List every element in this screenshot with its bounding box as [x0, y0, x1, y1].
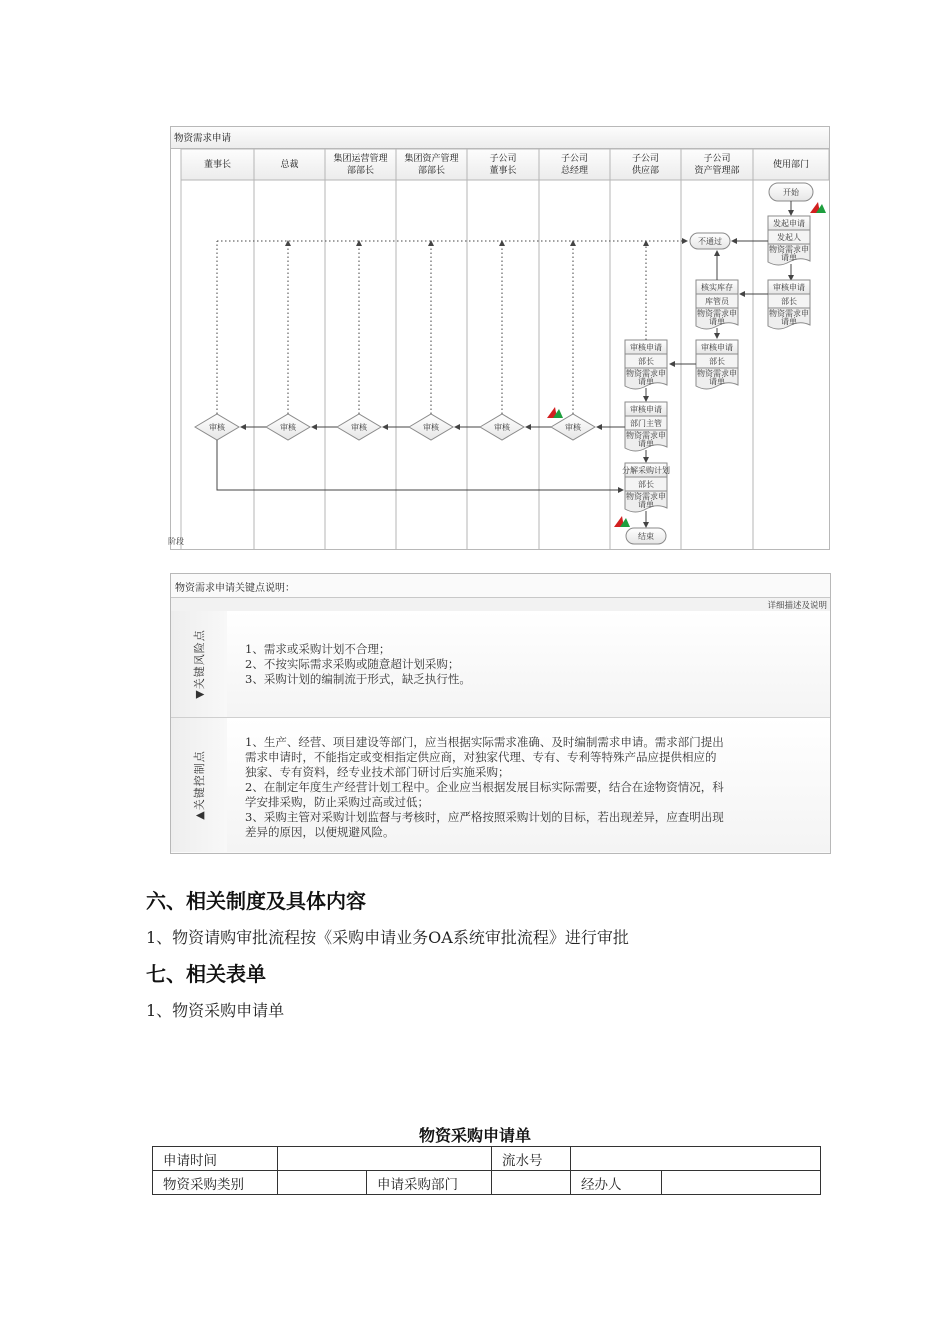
flow-title-bar: [171, 127, 830, 149]
control-line: 1、生产、经营、项目建设等部门，应当根据实际需求准确、及时编制需求申请。需求部门提出: [245, 735, 724, 749]
control-points-body: [227, 718, 830, 852]
review-diamond-3-label: 审核: [423, 423, 439, 432]
control-line: 学安排采购，防止采购过高或过低；: [245, 795, 429, 809]
supply-audit-doc-text: 请单: [638, 377, 654, 386]
section7-heading: 七、相关表单: [146, 962, 266, 986]
handler-label: 经办人: [571, 1171, 662, 1195]
supply-mgr-audit-doc-text: 物资需求申: [626, 431, 666, 440]
lane-header: 子公司: [560, 154, 589, 164]
supply-mgr-audit-role: 部门主管: [630, 419, 662, 428]
lane-header: 使用部门: [772, 160, 810, 170]
lane-header: 集团资产管理: [404, 154, 459, 164]
lane-header: 部部长: [346, 166, 375, 176]
flowchart: [170, 126, 830, 550]
control-line: 独家、专有资料，经专业技术部门研讨后实施采购；: [245, 765, 510, 779]
supply-audit-title: 审核申请: [630, 343, 662, 352]
lane-header: 供应部: [631, 166, 660, 176]
form-title: 物资采购申请单: [418, 1126, 531, 1145]
asset-audit-title: 审核申请: [701, 343, 733, 352]
review-diamond-1-label: 审核: [280, 423, 296, 432]
lane-header: 总经理: [560, 166, 589, 176]
asset-inventory-doc-text: 请单: [709, 317, 725, 326]
control-points-text: [245, 735, 800, 840]
control-points-row: [171, 718, 830, 852]
lane-header: 总裁: [280, 160, 299, 170]
section6-heading: 六、相关制度及具体内容: [146, 889, 366, 913]
use-dept-apply-doc-text: 物资需求申: [769, 245, 809, 254]
lane-header: 董事长: [489, 166, 517, 176]
lane-header: 子公司: [703, 154, 731, 164]
asset-audit-role: 部长: [709, 357, 725, 366]
purchase-request-form: [152, 1146, 821, 1195]
asset-inventory-role: 库管员: [705, 297, 729, 306]
supply-mgr-audit-title: 审核申请: [630, 405, 662, 414]
asset-inventory-doc-text: 物资需求申: [697, 309, 737, 318]
apply-time-field[interactable]: [278, 1147, 492, 1171]
supply-audit-role: 部长: [638, 357, 654, 366]
flow-title: 物资需求申请: [174, 133, 232, 144]
control-points-label: [171, 718, 228, 852]
use-dept-audit-title: 审核申请: [773, 283, 805, 292]
risk-line: 1、需求或采购计划不合理；: [245, 642, 391, 656]
start-node-label: 开始: [783, 188, 799, 197]
lane-header: 部部长: [417, 166, 446, 176]
category-field[interactable]: [278, 1171, 367, 1195]
handler-field[interactable]: [662, 1171, 821, 1195]
serial-number-field[interactable]: [571, 1147, 821, 1171]
control-line: 需求申请时，不能指定或变相指定供应商，对独家代理、专有、专利等特殊产品应提供相应的: [245, 750, 717, 764]
form-row-2: [153, 1171, 821, 1195]
asset-audit-doc-text: 物资需求申: [697, 369, 737, 378]
use-dept-apply-title: 发起申请: [773, 219, 805, 228]
end-node-label: 结束: [638, 532, 654, 541]
supply-audit-doc-text: 物资需求申: [626, 369, 666, 378]
flowchart-canvas: [170, 126, 830, 550]
use-dept-audit-doc-text: 物资需求申: [769, 309, 809, 318]
risk-line: 3、采购计划的编制流于形式，缺乏执行性。: [245, 672, 471, 686]
review-diamond-0-label: 审核: [209, 423, 225, 432]
form-row-1: [153, 1147, 821, 1171]
use-dept-apply-doc-text: 请单: [781, 253, 797, 262]
risk-points-row: [171, 611, 830, 718]
section6-item: 1、物资请购审批流程按《采购申请业务OA系统审批流程》进行审批: [146, 928, 629, 947]
control-line: 3、采购主管对采购计划监督与考核时，应严格按照采购计划的目标，若出现差异，应查明出现: [245, 810, 724, 824]
section7-item: 1、物资采购申请单: [146, 1001, 285, 1020]
lane-header: 集团运营管理: [333, 154, 388, 164]
review-diamond-2-label: 审核: [351, 423, 367, 432]
phase-label: 阶段: [168, 537, 184, 546]
apply-time-label: 申请时间: [153, 1147, 278, 1171]
asset-audit-doc-text: 请单: [709, 377, 725, 386]
lane-header: 子公司: [489, 154, 517, 164]
lane-header: 子公司: [631, 154, 660, 164]
supply-plan-title: 分解采购计划: [622, 466, 670, 475]
key-points-subheader: [171, 597, 830, 612]
flow-frame: [171, 127, 830, 550]
review-diamond-5-label: 审核: [565, 423, 581, 432]
asset-inventory-title: 核实库存: [701, 283, 733, 292]
lane-header: 资产管理部: [694, 166, 740, 176]
reject-node-label: 不通过: [698, 237, 722, 246]
lane-header: 董事长: [203, 160, 232, 170]
risk-points-label: [171, 611, 228, 717]
key-points-panel: [170, 573, 831, 854]
request-dept-field[interactable]: [492, 1171, 571, 1195]
request-dept-label: 申请采购部门: [367, 1171, 492, 1195]
risk-points-body: [227, 611, 830, 717]
control-label-text: ▲关键控制点: [193, 750, 206, 820]
risk-line: 2、不按实际需求采购或随意超计划采购；: [245, 657, 460, 671]
control-line: 差异的原因，以便规避风险。: [245, 825, 395, 839]
supply-plan-doc-text: 物资需求申: [626, 492, 666, 501]
key-points-title: 物资需求申请关键点说明：: [175, 583, 295, 594]
use-dept-audit-role: 部长: [781, 297, 797, 306]
supply-mgr-audit-doc-text: 请单: [638, 439, 654, 448]
risk-label-text: ▼关键风险点: [193, 629, 206, 699]
category-label: 物资采购类别: [153, 1171, 278, 1195]
supply-plan-doc-text: 请单: [638, 500, 654, 509]
use-dept-apply-role: 发起人: [777, 233, 801, 242]
supply-plan-role: 部长: [638, 480, 654, 489]
use-dept-audit-doc-text: 请单: [781, 317, 797, 326]
risk-points-text: [245, 642, 800, 687]
subheader-label: 详细描述及说明: [767, 601, 827, 611]
serial-number-label: 流水号: [492, 1147, 571, 1171]
review-diamond-4-label: 审核: [494, 423, 510, 432]
control-line: 2、在制定年度生产经营计划工程中。企业应当根据发展目标实际需要，结合在途物资情况，科: [245, 780, 724, 794]
